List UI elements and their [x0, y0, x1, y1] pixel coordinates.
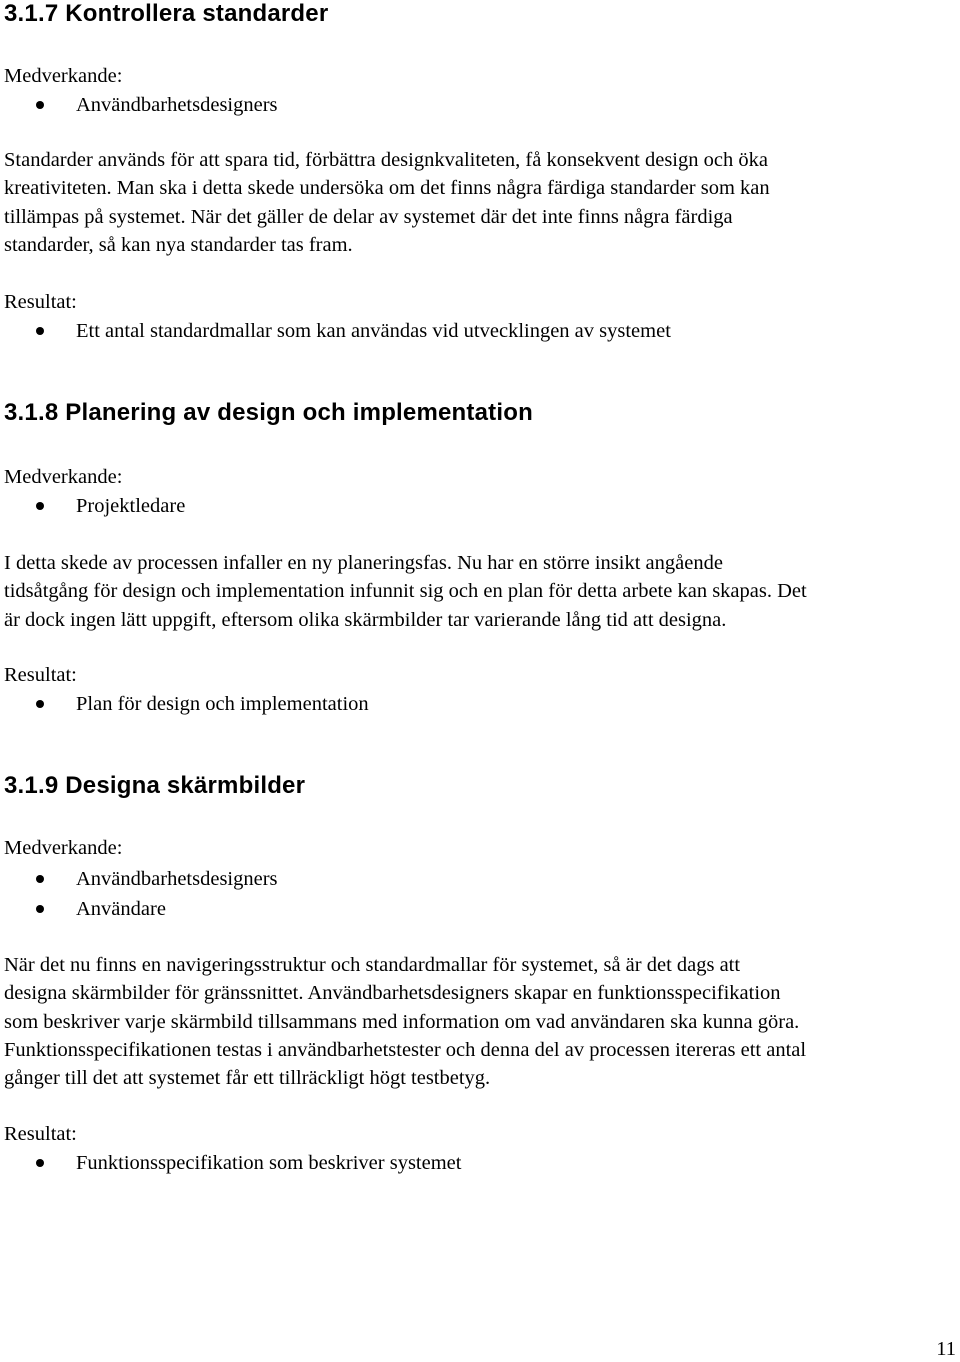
result-label: Resultat:	[4, 291, 77, 313]
contributors-list	[4, 90, 956, 120]
section-3-1-7	[4, 0, 956, 342]
results-list	[4, 689, 956, 719]
text-line: gånger till det att systemet får ett tillräckligt högt testbetyg.	[4, 1067, 491, 1090]
text-line: Standarder används för att spara tid, förbättra designkvaliteten, få konsekvent design och öka	[4, 149, 768, 171]
page-number: 11	[936, 1338, 956, 1360]
section-heading: 3.1.8 Planering av design och implementation	[4, 399, 533, 426]
list-item: Användbarhetsdesigners	[4, 864, 956, 894]
bullet-icon	[36, 101, 44, 109]
bullet-icon	[36, 327, 44, 335]
body-paragraph	[4, 146, 956, 259]
list-item: Ett antal standardmallar som kan användas vid utvecklingen av systemet	[4, 316, 956, 346]
text-line: tidsåtgång för design och implementation infunnit sig och en plan för detta arbete kan skapas. Det	[4, 580, 807, 603]
text-line: tillämpas på systemet. När det gäller de delar av systemet där det inte finns några färdiga	[4, 205, 733, 228]
bullet-icon	[36, 905, 44, 913]
results-list	[4, 1148, 956, 1178]
text-line: kreativiteten. Man ska i detta skede undersöka om det finns några färdiga standarder som kan	[4, 177, 770, 200]
text-line: I detta skede av processen infaller en ny planeringsfas. Nu har en större insikt angående	[4, 552, 723, 574]
contributors-label: Medverkande:	[4, 65, 123, 87]
text-line: som beskriver varje skärmbild tillsammans med information om vad användaren ska kunna göra.	[4, 1010, 800, 1033]
contributors-label: Medverkande:	[4, 837, 123, 859]
bullet-icon	[36, 502, 44, 510]
contributors-list	[4, 491, 956, 521]
section-heading: 3.1.7 Kontrollera standarder	[4, 0, 329, 27]
bullet-icon	[36, 700, 44, 708]
result-label: Resultat:	[4, 1123, 77, 1145]
text-line: är dock ingen lätt uppgift, eftersom olika skärmbilder tar varierande lång tid att designa.	[4, 608, 727, 631]
body-paragraph	[4, 951, 956, 1092]
list-item: Funktionsspecifikation som beskriver systemet	[4, 1148, 956, 1178]
contributors-label: Medverkande:	[4, 466, 123, 488]
section-heading: 3.1.9 Designa skärmbilder	[4, 772, 306, 799]
section-3-1-9	[4, 772, 956, 1174]
list-item: Användare	[4, 894, 956, 924]
list-item: Plan för design och implementation	[4, 689, 956, 719]
text-line: När det nu finns en navigeringsstruktur och standardmallar för systemet, så är det dags att	[4, 954, 741, 976]
text-line: Funktionsspecifikationen testas i användbarhetstester och denna del av processen itereras ett antal	[4, 1038, 807, 1061]
results-list	[4, 316, 956, 346]
bullet-icon	[36, 875, 44, 883]
section-3-1-8	[4, 399, 956, 715]
bullet-icon	[36, 1159, 44, 1167]
text-line: standarder, så kan nya standarder tas fram.	[4, 233, 353, 256]
body-paragraph	[4, 549, 956, 634]
text-line: designa skärmbilder för gränssnittet. Användbarhetsdesigners skapar en funktionsspecifikation	[4, 982, 781, 1005]
contributors-list	[4, 864, 956, 924]
list-item: Användbarhetsdesigners	[4, 90, 956, 120]
result-label: Resultat:	[4, 664, 77, 686]
list-item: Projektledare	[4, 491, 956, 521]
